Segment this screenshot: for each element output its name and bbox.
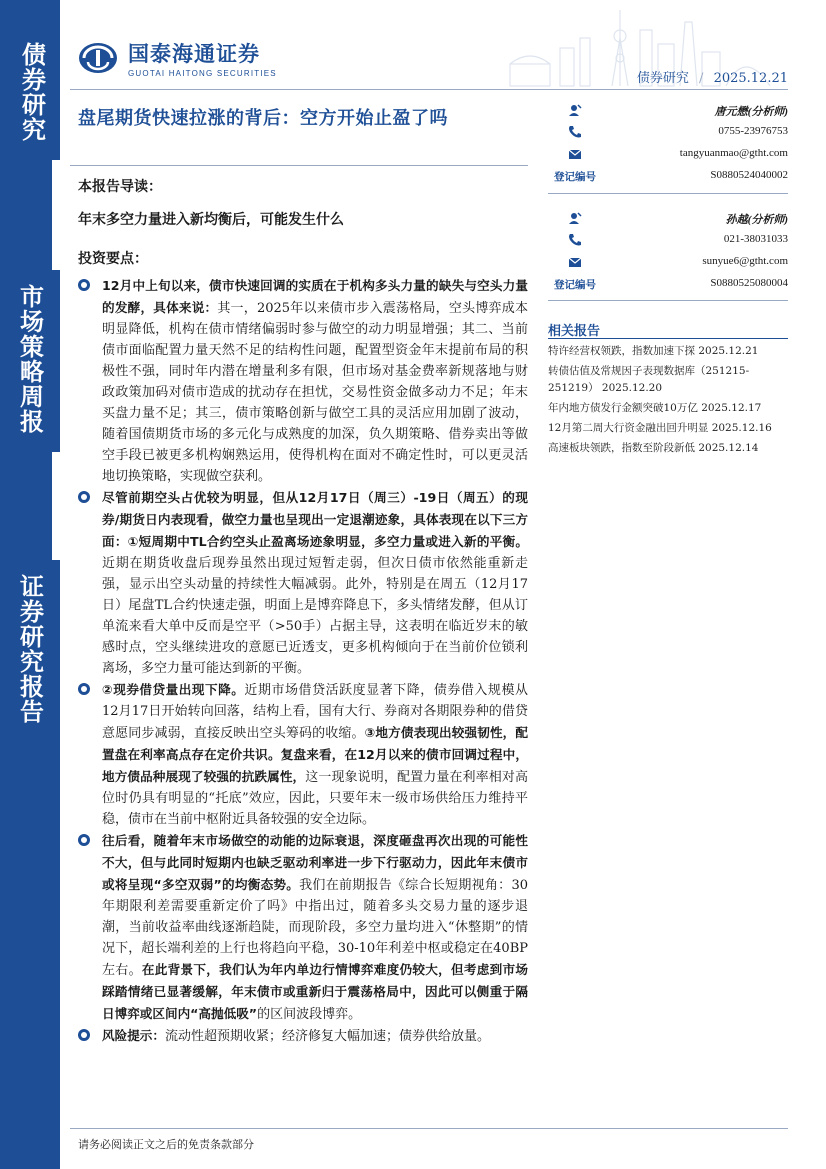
guide-heading: 本报告导读： — [78, 179, 162, 195]
email-icon — [568, 147, 582, 161]
analyst-phone-row — [548, 230, 788, 252]
key-point-text: 近期在期货收盘后现券虽然出现过短暂走弱，但次日债市依然能重新走强，显示出空头动量的持续性大幅减弱。此外，特别是在周五（12月17日）尾盘TL合约快速走强，明面上是博弈降息下，多头情绪发酵，但从订单流来看大单中反而是空平（>50手）占据主导，这表明在临近岁末的敏感时点，空头继续进攻的意愿已近透支，更多机构倾向于在当前价位锁利离场，多空力量可能达到新的平衡。 — [102, 556, 528, 676]
key-points-heading: 投资要点： — [78, 251, 148, 267]
key-point-bold: 往后看，随着年末市场做空的动能的边际衰退，深度砸盘再次出现的可能性不大，但与此同时短期内也缺乏驱动利率进一步下行驱动力，因此年末债市或将呈现“多空双弱”的均衡态势。 — [102, 833, 528, 892]
key-point-text: 其一，2025年以来债市步入震荡格局，空头博弈成本明显降低，机构在债市情绪偏弱时参与做空的动力明显增强；其二、当前债市面临配置力量天然不足的结构性问题，配置型资金年末提前布局的积极性不强，同时年内潜在增量利多有限，但市场对基金费率新规落地与财政政策加码对债市造成的扰动存在担忧，交易性资金做多动力不足；年末买盘力量不足；其三，债市策略创新与做空工具的灵活应用加剧了波动，随着国债期货市场的多元化与成熟度的加深，负久期策略、借券卖出等做空手段已被更多机构娴熟运用，使得机构在面对不确定性时，可以更灵活地切换策略，实现做空获利。 — [102, 301, 528, 484]
key-point-bold-2: ③地方债表现出较强韧性，配置盘在利率高点存在定价共识。复盘来看，在12月以来的债市回调过程中，地方债品种展现了较强的抗跌属性， — [102, 725, 528, 784]
email-icon — [568, 255, 582, 269]
related-report-link[interactable]: 转债估值及常规因子表现数据库（251215-251219） 2025.12.20 — [548, 365, 750, 394]
analyst-email[interactable]: sunyue6@gtht.com — [702, 255, 788, 267]
analyst-phone-row — [548, 122, 788, 144]
related-report-link[interactable]: 12月第二周大行资金融出回升明显 2025.12.16 — [548, 422, 772, 434]
company-logo — [78, 38, 277, 78]
related-reports-list — [548, 343, 788, 460]
header-category: 债券研究 — [636, 71, 689, 86]
logo-mark-icon — [78, 42, 118, 74]
key-point-bold: 尽管前期空头占优较为明显，但从12月17日（周三）-19日（周五）的现券/期货日内表现看，做空力量也呈现出一定退潮迹象，具体表现在以下三方面：①短周期中TL合约空头止盈离场迹象明显，多空力量或进入新的平衡。 — [102, 490, 528, 549]
registration-label: 登记编号 — [554, 171, 596, 183]
person-pen-icon — [568, 103, 582, 117]
analyst-name: 孙越(分析师) — [725, 214, 788, 226]
header-date: 2025.12.21 — [713, 71, 788, 86]
bullet-icon — [78, 834, 90, 846]
side-tab-bond-research: 债券研究 — [17, 42, 47, 142]
key-point-bold: 12月中上旬以来，债市快速回调的实质在于机构多头力量的缺失与空头力量的发酵，具体来说： — [102, 278, 528, 315]
key-point-text: 流动性超预期收紧；经济修复大幅加速；债券供给放量。 — [164, 1029, 490, 1044]
registration-label: 登记编号 — [554, 279, 596, 291]
related-report-link[interactable]: 特许经营权领跌，指数加速下探 2025.12.21 — [548, 345, 759, 357]
related-report-link[interactable]: 高速板块领跌，指数至阶段新低 2025.12.14 — [548, 442, 759, 454]
key-point-text-2: 这一现象说明，配置力量在利率相对高位时仍具有明显的“托底”效应，因此，只要年末一级市场供给压力维持平稳，债市在当前中枢附近具备较强的安全边际。 — [102, 770, 528, 827]
analyst-reg-row — [548, 166, 788, 188]
analyst-divider — [548, 300, 788, 301]
header-divider — [70, 89, 788, 90]
key-point-text-2: 的区间波段博弈。 — [257, 1007, 362, 1022]
analyst-email[interactable]: tangyuanmao@gtht.com — [679, 147, 788, 159]
key-point-text: 我们在前期报告《综合长短期视角：30年期限利差需要重新定价了吗》中指出过，随着多头交易力量的逐步退潮，当前收益率曲线逐渐趋陡，而现阶段，多空力量均进入“休整期”的情况下，超长端利差的上行也将趋向平稳，30-10年利差中枢或稳定在40BP左右。 — [102, 878, 528, 978]
key-point — [76, 679, 528, 830]
analyst-name-row — [548, 208, 788, 230]
analyst-card — [548, 100, 788, 188]
bullet-icon — [78, 1029, 90, 1041]
key-point — [76, 1025, 528, 1047]
analyst-divider — [548, 193, 788, 194]
side-tab-securities-report: 证券研究报告 — [15, 574, 45, 724]
key-point-text: 近期市场借贷活跃度显著下降，债券借入规模从12月17日开始转向回落，结构上看，国有大行、券商对各期限券种的借贷意愿同步减弱，直接反映出空头筹码的收缩。 — [102, 683, 528, 741]
key-point-bold-2: 在此背景下，我们认为年内单边行情博弈难度仍较大，但考虑到市场踩踏情绪已显著缓解，年末债市或重新归于震荡格局中，因此可以侧重于隔日博弈或区间内“高抛低吸” — [102, 962, 528, 1021]
analyst-name-row — [548, 100, 788, 122]
report-title: 盘尾期货快速拉涨的背后：空方开始止盈了吗 — [78, 108, 448, 129]
related-report-link[interactable]: 年内地方债发行金额突破10万亿 2025.12.17 — [548, 402, 762, 414]
key-point-bold: 风险提示： — [102, 1028, 165, 1043]
phone-icon — [568, 125, 582, 139]
key-point — [76, 487, 528, 679]
key-point — [76, 275, 528, 487]
analyst-card — [548, 208, 788, 296]
analyst-email-row — [548, 144, 788, 166]
footer-disclaimer: 请务必阅读正文之后的免责条款部分 — [78, 1138, 254, 1151]
registration-number: S0880525080004 — [710, 277, 788, 289]
key-points-list — [76, 275, 528, 1047]
analyst-phone: 021-38031033 — [723, 233, 788, 245]
analyst-phone: 0755-23976753 — [718, 125, 788, 137]
related-reports-heading: 相关报告 — [548, 324, 601, 339]
phone-icon — [568, 233, 582, 247]
guide-text: 年末多空力量进入新均衡后，可能发生什么 — [78, 212, 344, 228]
analyst-email-row — [548, 252, 788, 274]
analyst-name: 唐元懋(分析师) — [714, 106, 788, 118]
company-name-en: GUOTAI HAITONG SECURITIES — [128, 69, 277, 78]
bullet-icon — [78, 279, 90, 291]
title-divider — [70, 165, 528, 166]
analyst-reg-row — [548, 274, 788, 296]
company-name-cn: 国泰海通证券 — [128, 42, 260, 66]
side-tab-weekly-report: 市场策略周报 — [15, 284, 45, 434]
header-separator: / — [699, 71, 704, 86]
bullet-icon — [78, 683, 90, 695]
person-pen-icon — [568, 211, 582, 225]
related-divider — [548, 338, 788, 339]
bullet-icon — [78, 491, 90, 503]
side-band-gap — [52, 160, 60, 270]
footer-divider — [70, 1128, 788, 1129]
side-band-gap — [52, 452, 60, 560]
registration-number: S0880524040002 — [710, 169, 788, 181]
header-category-date — [637, 67, 788, 86]
key-point-bold: ②现券借贷量出现下降。 — [102, 682, 245, 697]
key-point — [76, 830, 528, 1025]
